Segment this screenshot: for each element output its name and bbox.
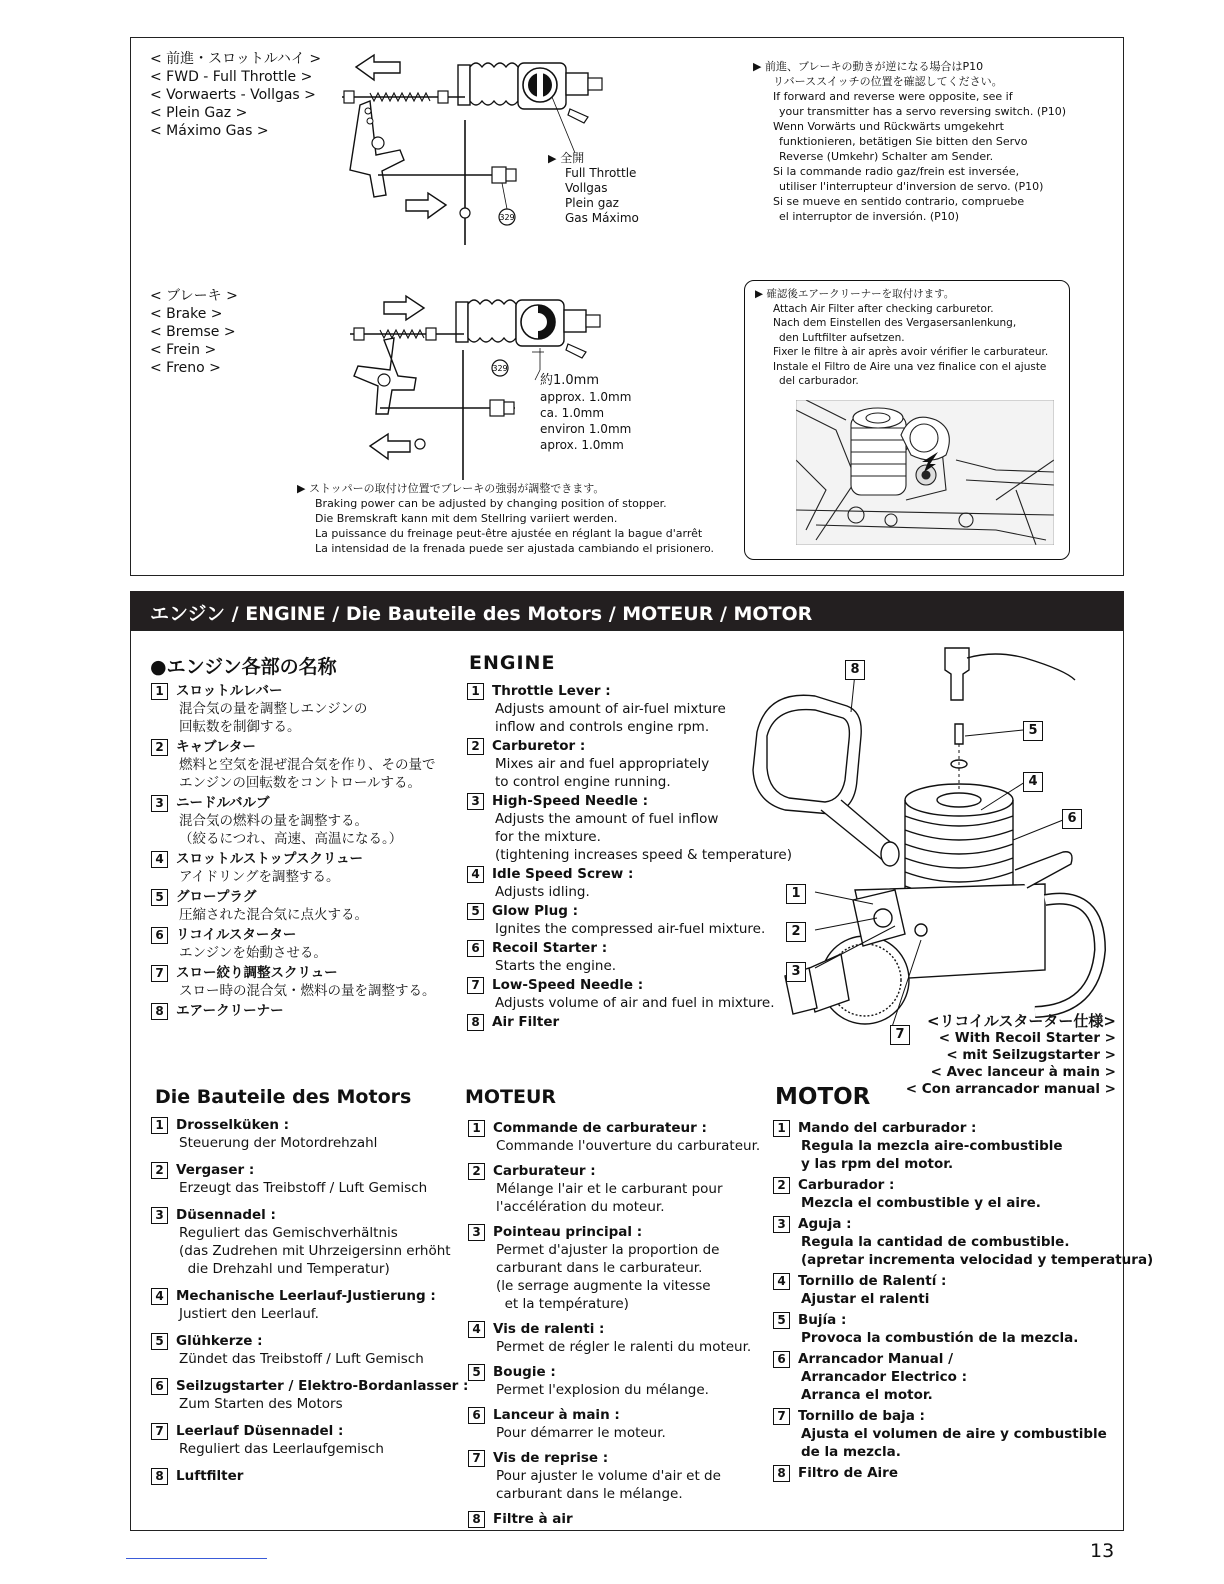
note-line: La intensidad de la frenada puede ser ajustada cambiando el prisionero. (315, 542, 715, 555)
fwd-labels (150, 50, 321, 140)
list-item (151, 1467, 468, 1485)
item-number: 2 (467, 738, 484, 755)
list-item (468, 1363, 760, 1399)
note-line: den Luftfilter aufsetzen. (779, 331, 905, 344)
part-number: 329 (492, 364, 508, 373)
item-number: 2 (151, 739, 168, 756)
list-item (468, 1406, 760, 1442)
item-number: 2 (151, 1162, 168, 1179)
item-heading: Vergaser : (176, 1162, 255, 1178)
item-description: Pour ajuster le volume d'air et de (496, 1468, 721, 1484)
list-item (467, 865, 792, 901)
item-description: 回転数を制御する。 (179, 719, 301, 735)
note-line: Plein gaz (565, 196, 619, 210)
fr-parts-list (468, 1119, 760, 1535)
item-heading: スロットルレバー (176, 683, 283, 699)
item-description: Zündet das Treibstoff / Luft Gemisch (179, 1351, 424, 1367)
item-description: Adjusts the amount of fuel inflow (495, 811, 719, 827)
item-description: Regula la mezcla aire-combustible (801, 1138, 1063, 1154)
item-heading: Carburetor : (492, 738, 586, 754)
en-title: ENGINE (469, 652, 556, 674)
note-line: リバーススイッチの位置を確認してください。 (773, 75, 1003, 88)
item-heading: Recoil Starter : (492, 940, 608, 956)
jp-title: ●エンジン各部の名称 (150, 656, 337, 678)
item-description: Regula la cantidad de combustible. (801, 1234, 1070, 1250)
brake-label: < Frein > (150, 342, 217, 358)
item-heading: ニードルバルブ (176, 795, 270, 811)
item-heading: High-Speed Needle : (492, 793, 649, 809)
item-number: 6 (468, 1407, 485, 1424)
list-item (467, 682, 792, 736)
item-heading: Vis de reprise : (493, 1450, 609, 1466)
item-number: 6 (467, 940, 484, 957)
item-description: 燃料と空気を混ぜ混合気を作り、その量で (179, 757, 436, 773)
jp-parts-list (151, 682, 436, 1022)
page-number: 13 (1090, 1540, 1115, 1562)
item-number: 7 (151, 965, 168, 982)
diagram-callout-3: 3 (786, 962, 806, 982)
note-line: Si la commande radio gaz/frein est inversée, (773, 165, 1020, 178)
item-description: carburant dans le carburateur. (496, 1260, 703, 1276)
diagram-callout-5: 5 (1023, 721, 1043, 741)
item-heading: Filtre à air (493, 1511, 573, 1527)
list-item (468, 1449, 760, 1503)
item-description: l'accélération du moteur. (496, 1199, 665, 1215)
recoil-label: < mit Seilzugstarter > (946, 1047, 1116, 1063)
list-item (151, 1206, 468, 1278)
note-line: Vollgas (565, 181, 608, 195)
item-heading: エアークリーナー (176, 1003, 284, 1019)
item-description: Permet l'explosion du mélange. (496, 1382, 709, 1398)
section-title: エンジン / ENGINE / Die Bauteile des Motors / MOTEUR / MOTOR (150, 603, 813, 625)
recoil-label: < Avec lanceur à main > (930, 1064, 1116, 1080)
item-description: (tightening increases speed & temperature) (495, 847, 792, 863)
gap-label: environ 1.0mm (540, 422, 632, 436)
item-number: 3 (467, 793, 484, 810)
item-number: 8 (151, 1468, 168, 1485)
list-item (467, 939, 792, 975)
list-item (773, 1311, 1153, 1347)
brake-label: < Freno > (150, 360, 221, 376)
list-item (468, 1320, 760, 1356)
reverse-switch-note: ▶ 前進、ブレーキの動きが逆になる場合はP10 リバーススイッチの位置を確認してください。 If forward and reverse were opposite, see if your transmitter has a servo reversing switch. (P10) Wenn Vorwärts und Rückwärts umgekehrt funktionieren, betätigen Sie bitten den Servo Reverse (Umkehr) Schalter am Sender. Si la commande radio gaz/frein est inversée, utiliser l'interrupteur d'inversion de servo. (P10) Si se mueve en sentido contrario, compruebe el interruptor de inversión. (P10) (753, 60, 1067, 223)
item-description: Adjusts amount of air-fuel mixture (495, 701, 726, 717)
note-line: If forward and reverse were opposite, see if (773, 90, 1013, 103)
item-description: アイドリングを調整する。 (179, 869, 340, 885)
item-heading: Leerlauf Düsennadel : (176, 1423, 344, 1439)
note-line: Attach Air Filter after checking carburetor. (773, 302, 994, 315)
note-line: el interruptor de inversión. (P10) (779, 210, 960, 223)
item-description: Reguliert das Leerlaufgemisch (179, 1441, 384, 1457)
item-heading: Bujía : (798, 1312, 847, 1328)
item-heading: Düsennadel : (176, 1207, 276, 1223)
list-item (773, 1176, 1153, 1212)
item-heading: Idle Speed Screw : (492, 866, 634, 882)
list-item (151, 1287, 468, 1323)
item-heading: Commande de carburateur : (493, 1120, 707, 1136)
item-description: Commande l'ouverture du carburateur. (496, 1138, 761, 1154)
engine-diagram (745, 640, 1120, 1050)
item-description: y las rpm del motor. (801, 1156, 954, 1172)
item-number: 7 (467, 977, 484, 994)
item-description: Mélange l'air et le carburant pour (496, 1181, 723, 1197)
item-description: エンジンの回転数をコントロールする。 (179, 775, 422, 791)
item-number: 2 (773, 1177, 790, 1194)
note-line: your transmitter has a servo reversing switch. (P10) (779, 105, 1067, 118)
item-description: to control engine running. (495, 774, 671, 790)
item-description: (das Zudrehen mit Uhrzeigersinn erhöht (179, 1243, 451, 1259)
es-parts-list (773, 1119, 1153, 1485)
item-description: Ignites the compressed air-fuel mixture. (495, 921, 766, 937)
part-number: 329 (499, 213, 515, 222)
gap-label: ca. 1.0mm (540, 406, 605, 420)
item-number: 5 (468, 1364, 485, 1381)
item-number: 8 (773, 1465, 790, 1482)
list-item (773, 1350, 1153, 1404)
item-number: 3 (468, 1224, 485, 1241)
item-heading: Drosselküken : (176, 1117, 290, 1133)
item-description: Steuerung der Motordrehzahl (179, 1135, 378, 1151)
note-line: Die Bremskraft kann mit dem Stellring variiert werden. (315, 512, 618, 525)
note-line: 確認後エアークリーナーを取付けます。 (766, 288, 955, 300)
item-description: Mixes air and fuel appropriately (495, 756, 710, 772)
item-description: die Drehzahl und Temperatur) (179, 1261, 390, 1277)
item-heading: Glow Plug : (492, 903, 579, 919)
item-number: 1 (468, 1120, 485, 1137)
recoil-label: < With Recoil Starter > (938, 1030, 1116, 1046)
item-number: 3 (151, 1207, 168, 1224)
note-line: ストッパーの取付け位置でブレーキの強弱が調整できます。 (308, 482, 605, 495)
list-item (467, 792, 792, 864)
list-item (151, 964, 436, 1000)
note-line: 前進、ブレーキの動きが逆になる場合はP10 (764, 60, 984, 73)
item-heading: Arrancador Manual / (798, 1351, 954, 1367)
item-heading: Lanceur à main : (493, 1407, 620, 1423)
list-item (773, 1215, 1153, 1269)
list-item (151, 1161, 468, 1197)
item-number: 5 (151, 889, 168, 906)
list-item (468, 1162, 760, 1216)
list-item (468, 1119, 760, 1155)
note-line: La puissance du freinage peut-être ajustée en réglant la bague d'arrêt (315, 527, 703, 540)
item-description: Pour démarrer le moteur. (496, 1425, 666, 1441)
item-number: 3 (773, 1216, 790, 1233)
item-number: 2 (468, 1163, 485, 1180)
item-description: Starts the engine. (495, 958, 617, 974)
brake-label: < Bremse > (150, 324, 236, 340)
diagram-callout-7: 7 (890, 1025, 910, 1045)
fwd-label: < Plein Gaz > (150, 105, 248, 121)
stopper-note: ▶ ストッパーの取付け位置でブレーキの強弱が調整できます。 Braking power can be adjusted by changing position of stopper. Die Bremskraft kann mit dem Stellring variiert werden. La puissance du freinage peut-être ajustée en réglant la bague d'arrêt La intensidad de la frenada puede ser ajustada cambiando el prisionero. (297, 482, 715, 555)
item-heading: Carburateur : (493, 1163, 596, 1179)
item-description: Justiert den Leerlauf. (179, 1306, 319, 1322)
item-heading: Glühkerze : (176, 1333, 263, 1349)
diagram-callout-2: 2 (786, 922, 806, 942)
item-heading: グロープラグ (176, 889, 257, 905)
item-heading: Mando del carburador : (798, 1120, 977, 1136)
diagram-callout-6: 6 (1062, 809, 1082, 829)
recoil-starter-labels (906, 1012, 1116, 1098)
item-number: 6 (773, 1351, 790, 1368)
list-item (467, 976, 792, 1012)
engine-carburetor-photo (796, 400, 1054, 545)
note-line: 全開 (560, 151, 585, 165)
item-heading: Luftfilter (176, 1468, 244, 1484)
item-heading: Seilzugstarter / Elektro-Bordanlasser : (176, 1378, 469, 1394)
item-description: Provoca la combustión de la mezcla. (801, 1330, 1079, 1346)
item-description: (le serrage augmente la vitesse (496, 1278, 711, 1294)
list-item (467, 737, 792, 791)
item-number: 1 (151, 1117, 168, 1134)
footer-rule (126, 1558, 267, 1559)
item-number: 7 (773, 1408, 790, 1425)
item-description: エンジンを始動させる。 (179, 945, 327, 961)
full-throttle-note: ▶ 全開 Full Throttle Vollgas Plein gaz Gas Máximo (548, 151, 639, 225)
item-description: Permet de régler le ralenti du moteur. (496, 1339, 752, 1355)
item-number: 8 (151, 1003, 168, 1020)
item-number: 1 (467, 683, 484, 700)
item-number: 7 (468, 1450, 485, 1467)
list-item (773, 1407, 1153, 1461)
item-description: for the mixture. (495, 829, 601, 845)
item-description: Adjusts volume of air and fuel in mixture. (495, 995, 775, 1011)
list-item (773, 1464, 1153, 1482)
item-description: Erzeugt das Treibstoff / Luft Gemisch (179, 1180, 428, 1196)
item-heading: Air Filter (492, 1014, 560, 1030)
de-title: Die Bauteile des Motors (155, 1086, 412, 1108)
item-number: 6 (151, 927, 168, 944)
item-number: 4 (773, 1273, 790, 1290)
item-number: 1 (151, 683, 168, 700)
item-description: inflow and controls engine rpm. (495, 719, 710, 735)
item-description: (apretar incrementa velocidad y temperatura) (801, 1252, 1154, 1268)
recoil-label: <リコイルスターター仕様> (927, 1012, 1116, 1030)
brake-label: < Brake > (150, 306, 223, 322)
item-description: Ajusta el volumen de aire y combustible (801, 1426, 1107, 1442)
note-line: Si se mueve en sentido contrario, compruebe (773, 195, 1025, 208)
note-line: Fixer le filtre à air après avoir vérifier le carburateur. (773, 346, 1049, 358)
item-description: et la température) (496, 1296, 629, 1312)
note-line: utiliser l'interrupteur d'inversion de servo. (P10) (779, 180, 1044, 193)
de-parts-list (151, 1116, 468, 1494)
item-heading: Vis de ralenti : (493, 1321, 605, 1337)
diagram-callout-8: 8 (845, 660, 865, 680)
diagram-callout-1: 1 (786, 884, 806, 904)
item-description: Mezcla el combustible y el aire. (801, 1195, 1041, 1211)
item-number: 3 (151, 795, 168, 812)
list-item (773, 1272, 1153, 1308)
diagram-callout-4: 4 (1023, 772, 1043, 792)
brake-labels (150, 287, 238, 377)
item-description: Arranca el motor. (801, 1387, 933, 1403)
es-title: MOTOR (775, 1084, 871, 1110)
list-item (151, 1332, 468, 1368)
note-line: Gas Máximo (565, 211, 639, 225)
item-description: Reguliert das Gemischverhältnis (179, 1225, 398, 1241)
fwd-label: < FWD - Full Throttle > (150, 69, 313, 85)
gap-label: aprox. 1.0mm (540, 438, 624, 452)
item-heading: Pointeau principal : (493, 1224, 643, 1240)
item-number: 7 (151, 1423, 168, 1440)
list-item (467, 1013, 792, 1031)
item-number: 4 (468, 1321, 485, 1338)
item-description: Permet d'ajuster la proportion de (496, 1242, 720, 1258)
gap-label: 約1.0mm (540, 373, 600, 388)
fr-title: MOTEUR (465, 1086, 557, 1108)
note-line: del carburador. (779, 375, 859, 387)
item-description: Ajustar el ralenti (801, 1291, 930, 1307)
item-number: 1 (773, 1120, 790, 1137)
fwd-label: < Vorwaerts - Vollgas > (150, 87, 316, 103)
item-number: 4 (151, 1288, 168, 1305)
item-heading: Filtro de Aire (798, 1465, 898, 1481)
item-heading: Aguja : (798, 1216, 852, 1232)
item-number: 6 (151, 1378, 168, 1395)
item-heading: Carburador : (798, 1177, 895, 1193)
item-description: Zum Starten des Motors (179, 1396, 343, 1412)
item-number: 8 (467, 1014, 484, 1031)
item-heading: Tornillo de Ralentí : (798, 1273, 947, 1289)
fwd-label: < Máximo Gas > (150, 123, 269, 139)
list-item (151, 738, 436, 792)
item-heading: Mechanische Leerlauf-Justierung : (176, 1288, 436, 1304)
note-line: funktionieren, betätigen Sie bitten den Servo (779, 135, 1028, 148)
item-heading: Low-Speed Needle : (492, 977, 644, 993)
list-item (151, 926, 436, 962)
item-heading: リコイルスターター (176, 927, 297, 943)
item-description: 混合気の量を調整しエンジンの (179, 701, 368, 717)
note-line: Full Throttle (565, 166, 637, 180)
list-item (151, 794, 436, 848)
gap-label: approx. 1.0mm (540, 390, 632, 404)
note-line: Braking power can be adjusted by changing position of stopper. (315, 497, 667, 510)
note-line: Instale el Filtro de Aire una vez finalice con el ajuste (773, 360, 1047, 373)
item-heading: スロー絞り調整スクリュー (176, 965, 338, 981)
note-line: Nach dem Einstellen des Vergasersanlenkung, (773, 317, 1017, 329)
list-item (468, 1223, 760, 1313)
list-item (151, 1116, 468, 1152)
item-number: 4 (467, 866, 484, 883)
item-number: 8 (468, 1511, 485, 1528)
item-heading: Bougie : (493, 1364, 556, 1380)
en-parts-list (467, 682, 792, 1032)
recoil-label: < Con arrancador manual > (905, 1081, 1116, 1097)
item-description: （絞るにつれ、高速、高温になる。） (179, 831, 403, 847)
list-item (151, 850, 436, 886)
list-item (468, 1510, 760, 1528)
gap-measure-labels (540, 373, 631, 453)
item-description: スロー時の混合気・燃料の量を調整する。 (179, 983, 436, 999)
list-item (151, 1377, 468, 1413)
brake-label: < ブレーキ > (150, 288, 238, 304)
note-line: Reverse (Umkehr) Schalter am Sender. (779, 150, 994, 163)
list-item (151, 1422, 468, 1458)
item-description: carburant dans le mélange. (496, 1486, 683, 1502)
list-item (773, 1119, 1153, 1173)
note-line: Wenn Vorwärts und Rückwärts umgekehrt (773, 120, 1004, 133)
item-number: 5 (467, 903, 484, 920)
item-number: 4 (151, 851, 168, 868)
list-item (151, 682, 436, 736)
fwd-label: < 前進・スロットルハイ > (150, 51, 322, 67)
item-heading: Tornillo de baja : (798, 1408, 925, 1424)
item-heading: キャブレター (176, 739, 256, 755)
item-description: Adjusts idling. (495, 884, 590, 900)
air-filter-note: ▶ 確認後エアークリーナーを取付けます。 Attach Air Filter after checking carburetor. Nach dem Einstellen des Vergasersanlenkung, den Luftfilter aufsetzen. Fixer le filtre à air après avoir vérifier le carburateur. Instale el Filtro de Aire una vez finalice con el ajuste del carburador. (755, 288, 1049, 387)
item-description: de la mezcla. (801, 1444, 901, 1460)
item-heading: Throttle Lever : (492, 683, 611, 699)
item-description: Arrancador Electrico : (801, 1369, 968, 1385)
item-number: 5 (773, 1312, 790, 1329)
item-heading: スロットルストップスクリュー (176, 851, 363, 867)
item-description: 混合気の燃料の量を調整する。 (179, 813, 368, 829)
list-item (151, 888, 436, 924)
list-item (467, 902, 792, 938)
item-description: 圧縮された混合気に点火する。 (179, 907, 368, 923)
item-number: 5 (151, 1333, 168, 1350)
list-item (151, 1002, 436, 1020)
